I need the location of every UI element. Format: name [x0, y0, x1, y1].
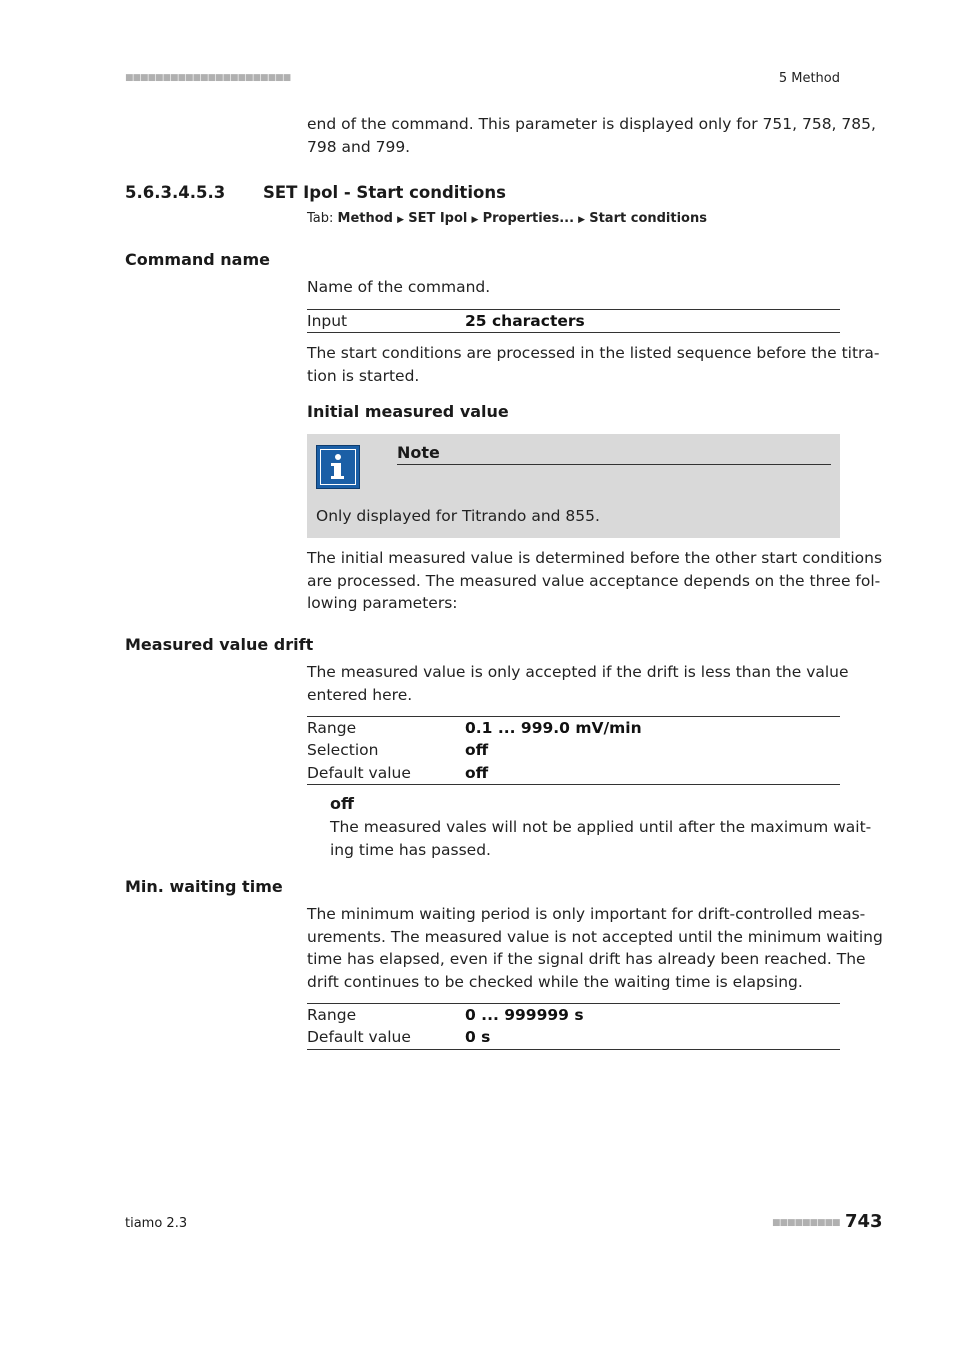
measured-value-drift-table — [307, 716, 840, 785]
table-row — [307, 739, 840, 761]
tab-path-item: Method — [337, 211, 393, 226]
paragraph-line: The initial measured value is determined before the other start conditions — [307, 549, 883, 567]
note-text: Only displayed for Titrando and 855. — [316, 507, 600, 525]
min-waiting-time-heading: Min. waiting time — [125, 877, 283, 896]
option-name: off — [330, 794, 354, 813]
option-description — [330, 816, 871, 861]
header-decoration: ■■■■■■■■■■■■■■■■■■■■■■ — [125, 73, 291, 83]
table-value: off — [465, 763, 489, 782]
table-key: Range — [307, 1006, 357, 1024]
tab-path-item: SET Ipol — [408, 211, 468, 226]
section-number: 5.6.3.4.5.3 — [125, 183, 226, 202]
tab-path-item: Start conditions — [589, 211, 707, 226]
section-title: SET Ipol - Start conditions — [263, 183, 506, 202]
command-name-description: Name of the command. — [307, 278, 491, 296]
table-key: Default value — [307, 1028, 411, 1047]
paragraph-line: The start conditions are processed in the listed sequence before the titra- — [307, 344, 880, 362]
paragraph-line: lowing parameters: — [307, 594, 458, 612]
paragraph-line: The minimum waiting period is only important for drift-controlled meas- — [307, 905, 866, 923]
paragraph-line: ing time has passed. — [330, 840, 491, 859]
tab-prefix: Tab: — [307, 211, 334, 226]
table-key: Input — [307, 312, 348, 330]
table-value: 25 characters — [465, 312, 585, 330]
tab-path-item: Properties... — [482, 211, 575, 226]
table-row — [307, 310, 840, 332]
paragraph-line: urements. The measured value is not accepted until the minimum waiting — [307, 927, 883, 946]
start-conditions-paragraph — [307, 342, 880, 387]
paragraph-line: The measured value is only accepted if the drift is less than the value — [307, 663, 849, 681]
table-value: 0 ... 999999 s — [465, 1006, 584, 1024]
paragraph-line: tion is started. — [307, 366, 420, 385]
initial-measured-value-paragraph — [307, 547, 882, 615]
intro-line: end of the command. This parameter is displayed only for 751, 758, 785, — [307, 115, 876, 133]
note-title: Note — [397, 443, 831, 465]
table-row — [307, 717, 840, 739]
table-row — [307, 1004, 840, 1026]
min-waiting-time-table — [307, 1003, 840, 1050]
min-waiting-time-description — [307, 903, 883, 993]
table-key: Default value — [307, 763, 411, 782]
measured-value-drift-heading: Measured value drift — [125, 635, 314, 654]
paragraph-line: are processed. The measured value acceptance depends on the three fol- — [307, 571, 881, 590]
measured-value-drift-description — [307, 661, 849, 706]
table-value: off — [465, 741, 489, 760]
table-row — [307, 1026, 840, 1048]
paragraph-line: time has elapsed, even if the signal drift has already been reached. The — [307, 950, 866, 968]
intro-line: 798 and 799. — [307, 137, 411, 156]
separator-icon: ▶ — [578, 215, 586, 225]
table-value: 0.1 ... 999.0 mV/min — [465, 719, 642, 737]
tab-path — [307, 211, 707, 226]
initial-measured-value-heading: Initial measured value — [307, 402, 509, 421]
header-chapter: 5 Method — [778, 71, 840, 86]
table-row — [307, 762, 840, 784]
command-name-heading: Command name — [125, 250, 270, 269]
paragraph-line: drift continues to be checked while the waiting time is elapsing. — [307, 972, 803, 991]
command-name-table — [307, 309, 840, 333]
intro-paragraph — [307, 113, 876, 158]
info-icon — [316, 445, 360, 489]
table-value: 0 s — [465, 1028, 491, 1047]
table-key: Range — [307, 719, 357, 737]
footer-decoration: ■■■■■■■■■ — [772, 1218, 840, 1228]
footer-product: tiamo 2.3 — [125, 1216, 188, 1231]
separator-icon: ▶ — [471, 215, 479, 225]
page-number: 743 — [845, 1211, 883, 1232]
table-key: Selection — [307, 741, 379, 760]
paragraph-line: The measured vales will not be applied until after the maximum wait- — [330, 818, 872, 836]
separator-icon: ▶ — [397, 215, 405, 225]
paragraph-line: entered here. — [307, 685, 413, 704]
